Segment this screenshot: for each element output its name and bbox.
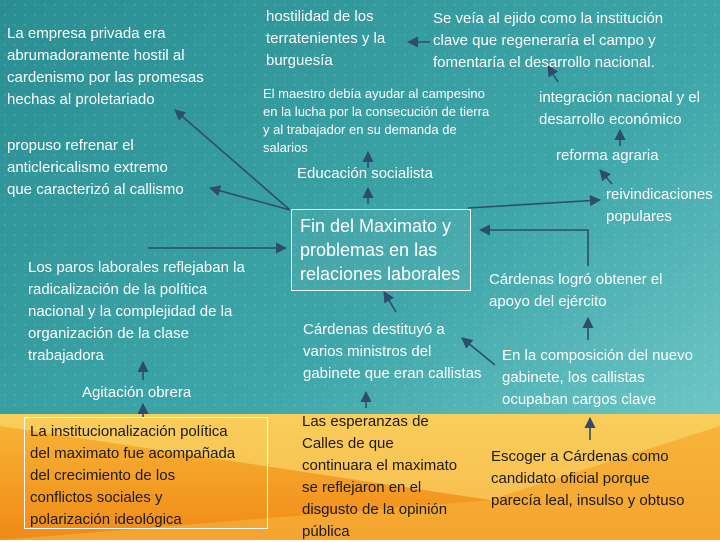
- node-destituyo: Cárdenas destituyó a varios ministros del gabinete que eran callistas: [303, 321, 482, 382]
- node-anticlericalismo: propuso refrenar el anticlericalismo extremo que caracterizó al callismo: [7, 137, 184, 198]
- center-topic-box: Fin del Maximato y problemas en las relaciones laborales: [291, 209, 471, 291]
- node-maestro: El maestro debía ayudar al campesino en la lucha por la consecución de tierra y al trabajador en su demanda de salarios: [263, 86, 490, 155]
- arrow-destituyo-to-center: [384, 292, 396, 312]
- node-ejercito: Cárdenas logró obtener el apoyo del ejército: [489, 271, 663, 310]
- node-esperanzas: Las esperanzas de Calles de que continuara el maximato se reflejaron en el disgusto de la opinión pública: [302, 413, 458, 540]
- node-reivindicaciones: reivindicaciones populares: [606, 186, 713, 225]
- arrow-ejercito-to-center: [480, 230, 588, 266]
- arrow-to-reivindicaciones: [468, 200, 600, 208]
- node-institucionalizacion: La institucionalización política del maximato fue acompañada del crecimiento de los conflictos sociales y polarización ideológica: [24, 417, 268, 529]
- node-paros: Los paros laborales reflejaban la radicalización de la política nacional y la complejidad de la organización de la clase trabajadora: [28, 259, 245, 364]
- node-hostilidad: hostilidad de los terratenientes y la burguesía: [266, 8, 386, 69]
- node-integracion: integración nacional y el desarrollo económico: [539, 89, 700, 128]
- node-ejido: Se veía al ejido como la institución clave que regeneraría el campo y fomentaría el desarrollo nacional.: [433, 10, 664, 71]
- node-escoger: Escoger a Cárdenas como candidato oficial porque parecía leal, insulso y obtuso: [491, 448, 685, 509]
- node-composicion: En la composición del nuevo gabinete, los callistas ocupaban cargos clave: [502, 347, 693, 408]
- node-empresa-privada: La empresa privada era abrumadoramente hostil al cardenismo por las promesas hechas al proletariado: [7, 25, 204, 108]
- node-agitacion: Agitación obrera: [82, 384, 192, 401]
- node-educacion: Educación socialista: [297, 165, 433, 182]
- arrow-to-reforma: [600, 170, 612, 184]
- node-reforma: reforma agraria: [556, 147, 659, 164]
